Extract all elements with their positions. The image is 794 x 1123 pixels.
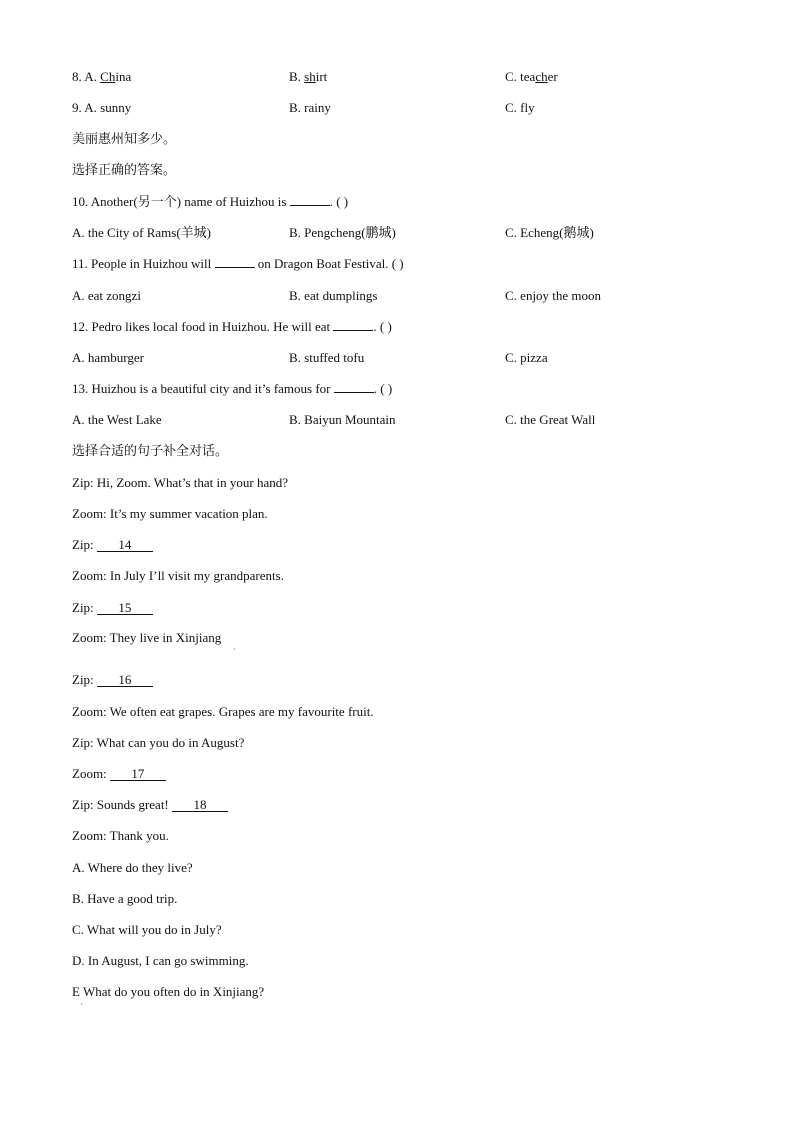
choice-e: E What do you often do in Xinjiang? (72, 984, 265, 999)
section-instruction: 选择正确的答案。 (72, 162, 177, 177)
choice-d: D. In August, I can go swimming. (72, 953, 249, 968)
q10-option-b: B. Pengcheng(鹏城) (289, 225, 396, 240)
q12-option-a: A. hamburger (72, 350, 144, 365)
choice-a: A. Where do they live? (72, 860, 193, 875)
section-title: 美丽惠州知多少。 (72, 131, 177, 146)
answer-blank: 17 (110, 767, 166, 781)
q13-option-c: C. the Great Wall (505, 412, 596, 427)
q8-option-b: B. shirt (289, 69, 328, 84)
q13-option-a: A. the West Lake (72, 412, 162, 427)
stray-dot: · (80, 1000, 83, 1009)
q8-option-c: C. teacher (505, 69, 558, 84)
q13-option-b: B. Baiyun Mountain (289, 412, 396, 427)
dialogue-line-blank-16: Zip: 16 (72, 672, 153, 688)
dialogue-line: Zoom: In July I’ll visit my grandparents. (72, 568, 284, 583)
q9-option-c: C. fly (505, 100, 535, 115)
q9-option-a: 9. A. sunny (72, 100, 132, 115)
dialogue-line-blank-17: Zoom: 17 (72, 766, 166, 782)
dialogue-line-blank-15: Zip: 15 (72, 600, 153, 616)
dialogue-line: Zip: Hi, Zoom. What’s that in your hand? (72, 475, 289, 490)
q12-option-b: B. stuffed tofu (289, 350, 365, 365)
q11-stem: 11. People in Huizhou will on Dragon Boat Festival. ( ) (72, 256, 404, 271)
answer-blank: 14 (97, 538, 153, 552)
q9-option-b: B. rainy (289, 100, 331, 115)
dialogue-line-blank-14: Zip: 14 (72, 537, 153, 553)
q10-stem: 10. Another(另一个) name of Huizhou is . ( ) (72, 194, 349, 209)
stray-dot: · (233, 645, 236, 654)
answer-blank: 15 (97, 601, 153, 615)
answer-blank: 18 (172, 798, 228, 812)
dialogue-instruction: 选择合适的句子补全对话。 (72, 443, 229, 458)
dialogue-line: Zoom: They live in Xinjiang (72, 630, 222, 645)
answer-blank: 16 (97, 673, 153, 687)
dialogue-line: Zoom: Thank you. (72, 828, 169, 843)
q13-stem: 13. Huizhou is a beautiful city and it’s famous for . ( ) (72, 381, 393, 396)
q10-option-c: C. Echeng(鹅城) (505, 225, 594, 240)
dialogue-line-blank-18: Zip: Sounds great! 18 (72, 797, 228, 813)
dialogue-line: Zip: What can you do in August? (72, 735, 245, 750)
q8-option-a: 8. A. China (72, 69, 132, 84)
dialogue-line: Zoom: We often eat grapes. Grapes are my favourite fruit. (72, 704, 374, 719)
q12-option-c: C. pizza (505, 350, 548, 365)
dialogue-line: Zoom: It’s my summer vacation plan. (72, 506, 268, 521)
q10-option-a: A. the City of Rams(羊城) (72, 225, 212, 240)
choice-b: B. Have a good trip. (72, 891, 178, 906)
q11-option-a: A. eat zongzi (72, 288, 141, 303)
q11-option-b: B. eat dumplings (289, 288, 378, 303)
q12-stem: 12. Pedro likes local food in Huizhou. He will eat . ( ) (72, 319, 392, 334)
q11-option-c: C. enjoy the moon (505, 288, 602, 303)
choice-c: C. What will you do in July? (72, 922, 222, 937)
